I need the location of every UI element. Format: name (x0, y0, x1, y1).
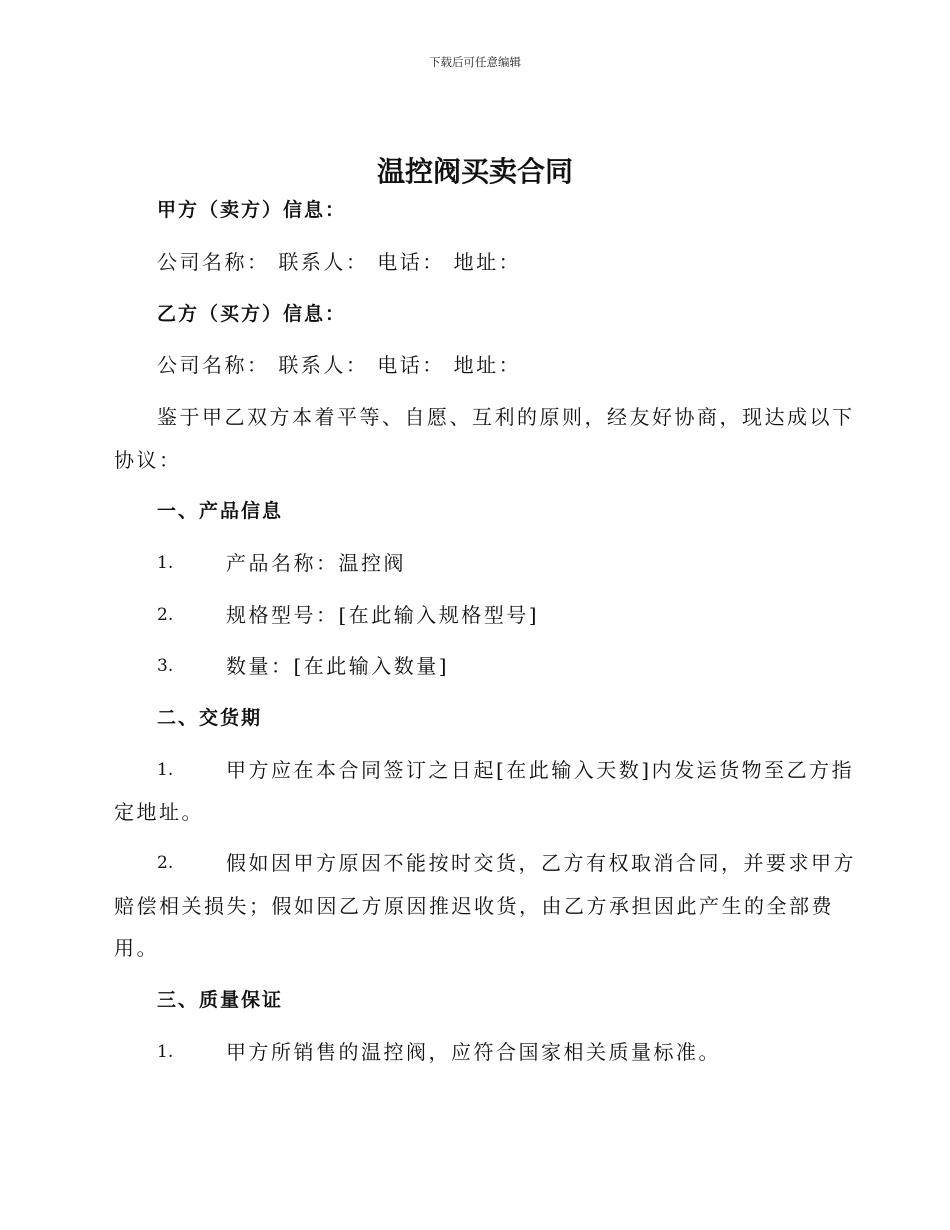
party-b-fields: 公司名称： 联系人： 电话： 地址： (157, 353, 522, 377)
section1-item1-number: 1. (157, 553, 174, 573)
page-title: 温控阀买卖合同 (376, 155, 573, 188)
section2-item2-number: 2. (157, 853, 174, 873)
party-a-heading: 甲方（卖方）信息： (157, 199, 347, 221)
section2-heading: 二、交货期 (157, 707, 263, 729)
preamble-line-1: 鉴于甲乙双方本着平等、自愿、互利的原则，经友好协商，现达成以下 (157, 405, 855, 429)
section2-item1-line-1: 甲方应在本合同签订之日起[在此输入天数]内发运货物至乙方指 (226, 758, 855, 782)
section1-item1-text: 产品名称：温控阀 (226, 551, 406, 575)
party-a-fields: 公司名称： 联系人： 电话： 地址： (157, 250, 522, 274)
section1-item3-number: 3. (157, 656, 174, 676)
section1-item3-text: 数量：[在此输入数量] (226, 654, 450, 678)
section3-item1-text: 甲方所销售的温控阀，应符合国家相关质量标准。 (226, 1040, 721, 1064)
header-note: 下载后可任意编辑 (429, 55, 521, 69)
preamble-line-2: 协议： (114, 448, 182, 472)
section2-item2-line-3: 用。 (114, 936, 159, 960)
section2-item1-number: 1. (157, 760, 174, 780)
section2-item2-line-1: 假如因甲方原因不能按时交货，乙方有权取消合同，并要求甲方 (226, 851, 856, 875)
party-b-heading: 乙方（买方）信息： (157, 303, 347, 325)
section2-item2-line-2: 赔偿相关损失；假如因乙方原因推迟收货，由乙方承担因此产生的全部费 (114, 894, 834, 918)
section3-item1-number: 1. (157, 1042, 174, 1062)
section1-heading: 一、产品信息 (157, 500, 284, 522)
section1-item2-text: 规格型号：[在此输入规格型号] (226, 603, 540, 627)
section1-item2-number: 2. (157, 605, 174, 625)
section3-heading: 三、质量保证 (157, 989, 284, 1011)
section2-item1-line-2: 定地址。 (114, 800, 204, 824)
